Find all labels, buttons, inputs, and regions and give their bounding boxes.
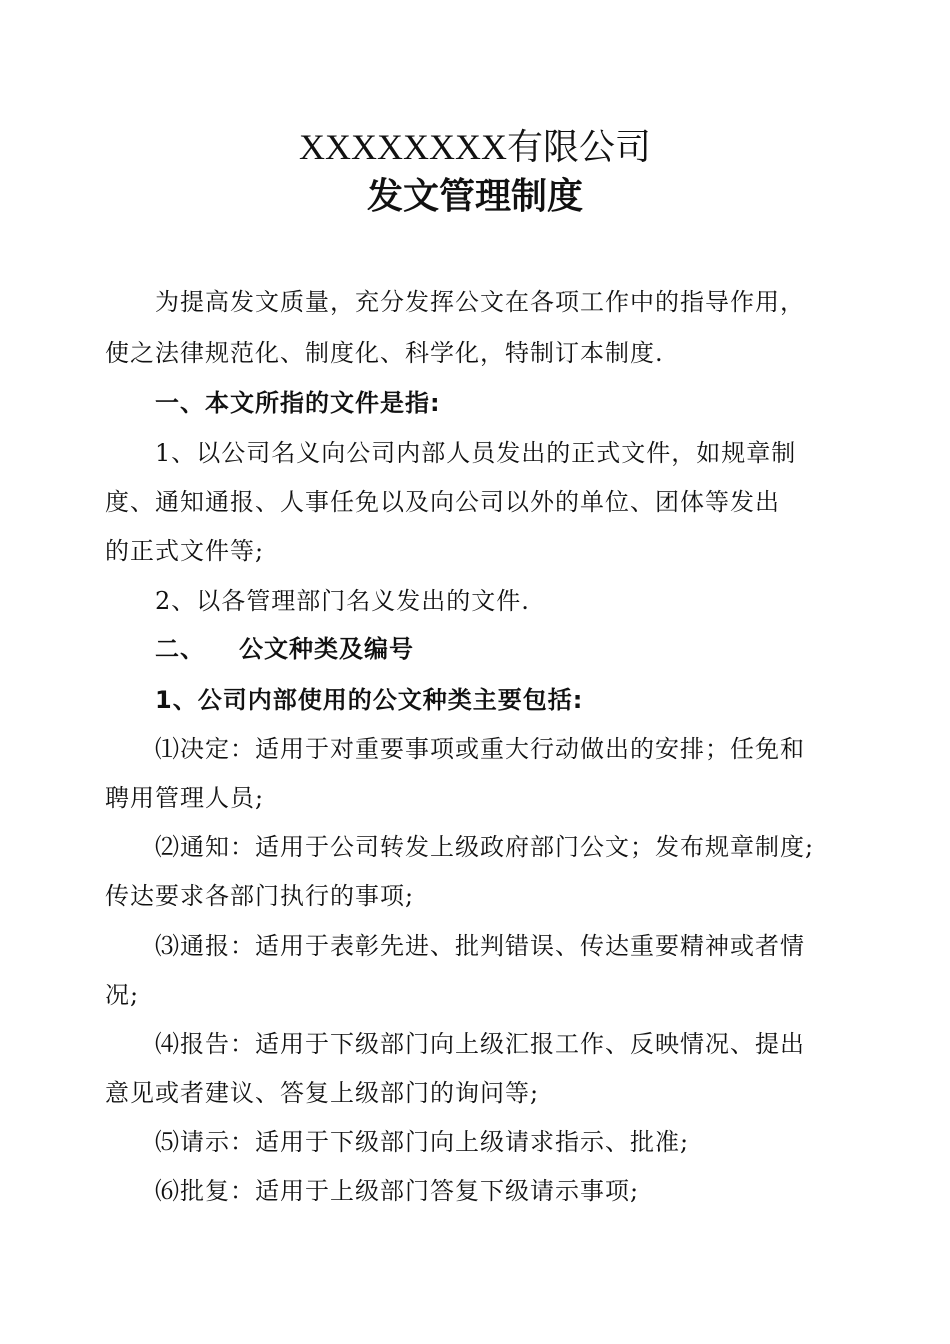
section-1-item-2: 2、以各管理部门名义发出的文件. xyxy=(155,587,530,615)
intro-line-2: 使之法律规范化、制度化、科学化，特制订本制度. xyxy=(105,339,664,367)
section-2-heading xyxy=(155,632,414,666)
company-name: XXXXXXXX有限公司 xyxy=(299,127,651,167)
section-1-item-1-line-1: 1、以公司名义向公司内部人员发出的正式文件，如规章制 xyxy=(155,439,797,467)
section-1-item-1-line-2: 度、通知通报、人事任免以及向公司以外的单位、团体等发出 xyxy=(105,488,780,516)
doc-type-5: ⑸请示：适用于下级部门向上级请求指示、批准; xyxy=(155,1128,690,1156)
doc-type-1-line-1: ⑴决定：适用于对重要事项或重大行动做出的安排；任免和 xyxy=(155,735,805,763)
doc-type-2-line-1: ⑵通知：适用于公司转发上级政府部门公文；发布规章制度; xyxy=(155,833,815,861)
doc-type-4-line-1: ⑷报告：适用于下级部门向上级汇报工作、反映情况、提出 xyxy=(155,1030,805,1058)
doc-type-3-line-1: ⑶通报：适用于表彰先进、批判错误、传达重要精神或者情 xyxy=(155,932,805,960)
section-2-title: 公文种类及编号 xyxy=(239,635,414,663)
section-2-number: 二、 xyxy=(155,635,205,663)
document-title: 发文管理制度 xyxy=(366,176,583,217)
intro-line-1: 为提高发文质量，充分发挥公文在各项工作中的指导作用， xyxy=(155,288,805,316)
section-1-heading: 一、本文所指的文件是指: xyxy=(155,389,441,417)
doc-type-6: ⑹批复：适用于上级部门答复下级请示事项; xyxy=(155,1177,640,1205)
doc-type-2-line-2: 传达要求各部门执行的事项; xyxy=(105,882,415,910)
section-2-subheading-1: 1、公司内部使用的公文种类主要包括: xyxy=(155,686,584,714)
doc-type-3-line-2: 况; xyxy=(105,981,140,1009)
doc-type-1-line-2: 聘用管理人员; xyxy=(105,784,265,812)
section-1-item-1-line-3: 的正式文件等; xyxy=(105,537,265,565)
doc-type-4-line-2: 意见或者建议、答复上级部门的询问等; xyxy=(105,1079,540,1107)
